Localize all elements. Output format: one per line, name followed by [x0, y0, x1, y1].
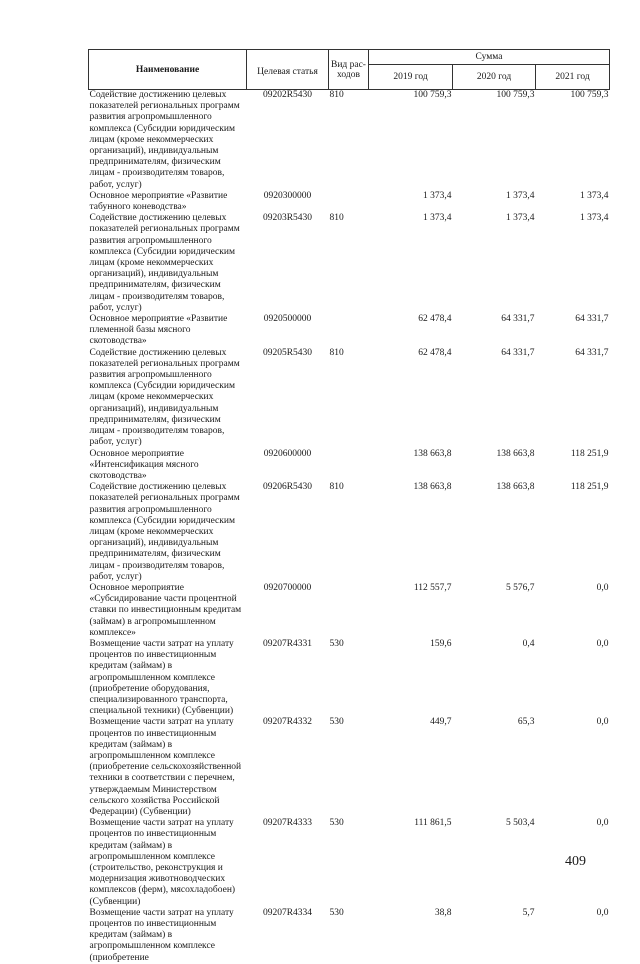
table-cell-name: Основное мероприятие «Интенсификация мясного скотоводства» — [89, 448, 199, 481]
header-code: Целевая статья — [247, 50, 329, 90]
table-cell-code: 09203R5430 — [262, 213, 313, 224]
table-cell-2021: 0,0 — [596, 818, 609, 829]
table-cell-2019: 1 373,4 — [423, 190, 452, 201]
header-vid: Вид рас-ходов — [329, 50, 369, 90]
table-cell-name: Содействие достижению целевых показателей региональных программ развития агропромышленного комплекса (Субсидии юридическим лицам (кроме некоммерческих организаций), индивидуальным предпринимателям, физическим лицам - производителям товаров, работ, услуг) — [89, 90, 240, 190]
table-cell-2021: 0,0 — [596, 717, 609, 728]
table-cell-2019: 62 478,4 — [418, 314, 452, 325]
table-cell-name: Содействие достижению целевых показателей региональных программ развития агропромышленного комплекса (Субсидии юридическим лицам (кроме некоммерческих организаций), индивидуальным предпринимателям, физическим лицам - производителям товаров, работ, услуг) — [89, 213, 240, 313]
page-number: 409 — [565, 854, 586, 869]
table-row — [89, 348, 610, 449]
table-header — [89, 50, 610, 90]
table-cell-2020: 64 331,7 — [501, 347, 535, 358]
table-cell-code: 09207R4334 — [262, 907, 313, 918]
table-cell-2019: 112 557,7 — [413, 582, 452, 593]
table-cell-2021: 64 331,7 — [575, 314, 609, 325]
table-cell-2019: 449,7 — [430, 717, 452, 728]
budget-table — [88, 49, 610, 964]
table-cell-2020: 5 503,4 — [506, 818, 535, 829]
table-cell-name: Возмещение части затрат на уплату процентов по инвестиционным кредитам (займам) в агропромышленном комплексе (приобретение сельскохозяйственной техники в соответствии с перечнем, утверждаемым Министерством сельского хозяйства Российской Федерации) (Субвенции) — [89, 717, 242, 817]
table-cell-2021: 0,0 — [596, 907, 609, 918]
table-row — [89, 908, 610, 964]
table-cell-name: Основное мероприятие «Субсидирование части процентной ставки по инвестиционным кредитам (займам) в агропромышленном комплексе» — [89, 582, 242, 638]
table-cell-2019: 1 373,4 — [423, 213, 452, 224]
table-cell-code: 0920600000 — [263, 448, 312, 459]
table-cell-vid: 810 — [329, 482, 344, 493]
table-cell-vid: 530 — [329, 818, 344, 829]
table-cell-2021: 100 759,3 — [570, 90, 609, 100]
table-cell-name: Возмещение части затрат на уплату процентов по инвестиционным кредитам (займам) в агропромышленном комплексе (приобретение — [89, 907, 234, 963]
table-cell-code: 09206R5430 — [262, 482, 313, 493]
table-cell-vid — [329, 583, 369, 639]
table-cell-2020: 5,7 — [522, 907, 535, 918]
table-cell-2020: 1 373,4 — [506, 190, 535, 201]
table-body — [89, 90, 610, 964]
table-cell-vid: 810 — [329, 90, 344, 100]
table-cell-2020: 1 373,4 — [506, 213, 535, 224]
table-cell-name: Содействие достижению целевых показателей региональных программ развития агропромышленного комплекса (Субсидии юридическим лицам (кроме некоммерческих организаций), индивидуальным предпринимателям, физическим лицам - производителям товаров, работ, услуг) — [89, 482, 240, 582]
table-row — [89, 583, 610, 639]
header-year-2020: 2020 год — [453, 65, 536, 90]
table-cell-2020: 65,3 — [517, 717, 535, 728]
table-cell-2020: 64 331,7 — [501, 314, 535, 325]
header-sum: Сумма — [369, 50, 610, 65]
table-cell-2021: 1 373,4 — [580, 213, 609, 224]
table-cell-2019: 138 663,8 — [413, 482, 452, 493]
table-row — [89, 191, 610, 213]
table-row — [89, 314, 610, 348]
table-cell-code: 0920700000 — [263, 582, 312, 593]
header-year-2019: 2019 год — [369, 65, 453, 90]
table-cell-2021: 64 331,7 — [575, 347, 609, 358]
header-year-2021: 2021 год — [536, 65, 610, 90]
table-cell-name: Содействие достижению целевых показателей региональных программ развития агропромышленного комплекса (Субсидии юридическим лицам (кроме некоммерческих организаций), индивидуальным предпринимателям, физическим лицам - производителям товаров, работ, услуг) — [89, 347, 240, 448]
table-row — [89, 482, 610, 583]
table-cell-name: Возмещение части затрат на уплату процентов по инвестиционным кредитам (займам) в агропромышленном комплексе (строительство, реконструкция и модернизация животноводческих комплексов (ферм), мясохладобоен) (Субвенции) — [89, 818, 236, 907]
table-cell-2020: 100 759,3 — [496, 90, 535, 100]
table-row — [89, 639, 610, 717]
table-cell-vid — [329, 191, 369, 213]
table-cell-code: 09207R4332 — [262, 717, 313, 728]
table-cell-code: 09207R4331 — [262, 638, 313, 649]
table-cell-name: Основное мероприятие «Развитие племенной базы мясного скотоводства» — [89, 314, 228, 347]
table-row — [89, 213, 610, 314]
table-cell-code: 0920300000 — [263, 190, 312, 201]
table-cell-2020: 0,4 — [522, 638, 535, 649]
table-cell-name: Возмещение части затрат на уплату процентов по инвестиционным кредитам (займам) в агропромышленном комплексе (приобретение оборудования, специализированного транспорта, специальной техники) (Субвенции) — [89, 638, 234, 717]
table-cell-2021: 118 251,9 — [570, 482, 609, 493]
table-cell-vid: 810 — [329, 213, 344, 224]
table-cell-2019: 159,6 — [430, 638, 452, 649]
table-cell-2021: 118 251,9 — [570, 448, 609, 459]
table-cell-2020: 138 663,8 — [496, 482, 535, 493]
table-cell-2019: 111 861,5 — [414, 818, 452, 829]
table-cell-2019: 62 478,4 — [418, 347, 452, 358]
table-cell-2021: 0,0 — [596, 582, 609, 593]
table-cell-code: 0920500000 — [263, 314, 312, 325]
table-cell-vid: 810 — [329, 347, 344, 358]
table-cell-2019: 38,8 — [434, 907, 452, 918]
table-cell-vid — [329, 314, 369, 348]
table-cell-vid: 530 — [329, 907, 344, 918]
table-cell-2021: 1 373,4 — [580, 190, 609, 201]
table-cell-code: 09202R5430 — [262, 90, 313, 100]
table-cell-code: 09205R5430 — [262, 347, 313, 358]
table-cell-2021: 0,0 — [596, 638, 609, 649]
table-cell-vid: 530 — [329, 717, 344, 728]
table-row — [89, 818, 610, 908]
table-cell-2020: 138 663,8 — [496, 448, 535, 459]
table-cell-name: Основное мероприятие «Развитие табунного коневодства» — [89, 190, 228, 213]
table-cell-2019: 138 663,8 — [413, 448, 452, 459]
table-cell-code: 09207R4333 — [262, 818, 313, 829]
table-row — [89, 717, 610, 818]
header-name: Наименование — [89, 50, 247, 90]
table-row — [89, 449, 610, 483]
table-cell-2020: 5 576,7 — [506, 582, 535, 593]
table-cell-vid — [329, 449, 369, 483]
table-cell-vid: 530 — [329, 638, 344, 649]
table-cell-2019: 100 759,3 — [413, 90, 452, 100]
table-row — [89, 90, 610, 191]
